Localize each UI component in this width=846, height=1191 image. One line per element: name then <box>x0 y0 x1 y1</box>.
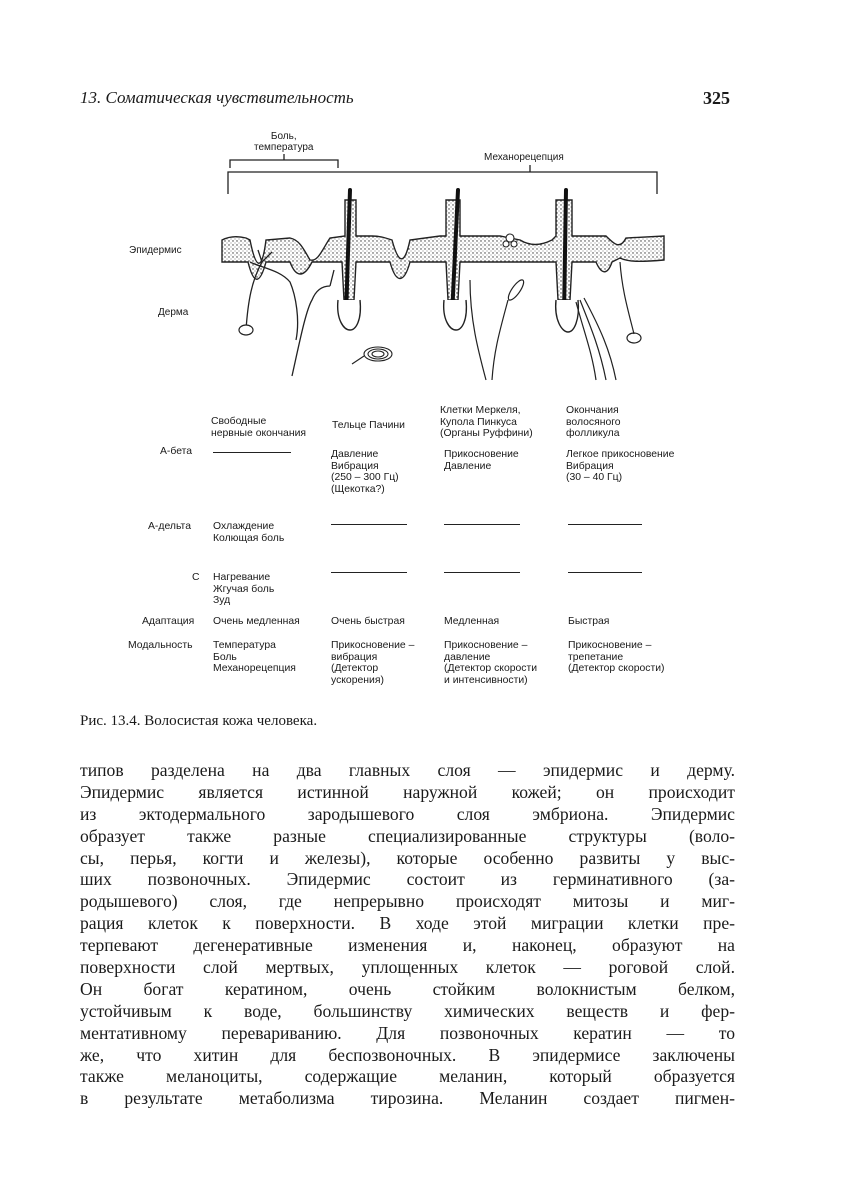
row-label-modality: Модальность <box>128 640 193 651</box>
a-beta-col3: Прикосновение Давление <box>444 449 519 472</box>
skin-diagram <box>0 0 846 400</box>
a-beta-col4: Легкое прикосновение Вибрация (30 – 40 Гц) <box>566 449 675 483</box>
adaptation-col3: Медленная <box>444 616 500 627</box>
row-label-adaptation: Адаптация <box>142 616 195 627</box>
row-label-a-delta: А-дельта <box>148 521 191 532</box>
label-dermis: Дерма <box>158 307 189 318</box>
modality-col4: Прикосновение – трепетание (Детектор скорости) <box>568 640 665 674</box>
body-line: родышевого) слоя, где непрерывно происходят митозы и миг- <box>80 891 735 912</box>
label-epidermis: Эпидермис <box>129 245 182 256</box>
body-line: Эпидермис является истинной наружной кожей; он происходит <box>80 781 735 802</box>
bracket-mechanoreception <box>228 165 657 194</box>
adaptation-col2: Очень быстрая <box>331 616 405 627</box>
body-paragraph <box>80 760 735 1110</box>
body-line: поверхности слой мертвых, уплощенных клеток — роговой слой. <box>80 957 735 978</box>
adaptation-col1: Очень медленная <box>213 616 300 627</box>
modality-col2: Прикосновение – вибрация (Детектор ускорения) <box>331 640 415 686</box>
running-header: 13. Соматическая чувствительность <box>80 88 354 107</box>
epidermis-layer <box>222 200 664 300</box>
body-line: типов разделена на два главных слоя — эпидермис и дерму. <box>80 760 735 780</box>
dash-c-col4 <box>568 572 642 573</box>
body-line: сы, перья, когти и железы), которые особенно развиты у выс- <box>80 847 735 868</box>
modality-col3: Прикосновение – давление (Детектор скорости и интенсивности) <box>444 640 538 686</box>
dash-a-delta-col3 <box>444 524 520 525</box>
body-line: же, что хитин для беспозвоночных. В эпидермисе заключены <box>80 1044 735 1065</box>
body-line: Он богат кератином, очень стойким волокнистым белком, <box>80 978 735 999</box>
dash-a-beta-col1 <box>213 452 291 453</box>
row-label-c: С <box>192 572 200 583</box>
free-nerve-endings <box>246 250 334 376</box>
page-number: 325 <box>703 88 730 108</box>
column-header-pacini: Тельце Пачини <box>332 420 405 431</box>
dash-a-delta-col4 <box>568 524 642 525</box>
column-header-merkel: Клетки Меркеля, Купола Пинкуса (Органы Руффини) <box>440 405 533 439</box>
body-line: в результате метаболизма тирозина. Меланин создает пигмен- <box>80 1088 735 1109</box>
bracket-pain-label: Боль, температура <box>254 131 314 153</box>
body-line: из эктодермального зародышевого слоя эмбриона. Эпидермис <box>80 803 735 824</box>
ruffini-organ <box>470 278 526 380</box>
body-line: терпевают дегенеративные изменения и, наконец, образуют на <box>80 935 735 956</box>
a-beta-col2: Давление Вибрация (250 – 300 Гц) (Щекотка?) <box>331 449 399 495</box>
dash-a-delta-col2 <box>331 524 407 525</box>
a-delta-col1: Охлаждение Колющая боль <box>213 521 285 544</box>
c-col1: Нагревание Жгучая боль Зуд <box>213 572 275 606</box>
dash-c-col2 <box>331 572 407 573</box>
body-line: также меланоциты, содержащие меланин, который образуется <box>80 1066 735 1087</box>
follicle-nerves <box>576 262 634 380</box>
adaptation-col4: Быстрая <box>568 616 610 627</box>
row-label-a-beta: А-бета <box>160 446 193 457</box>
modality-col1: Температура Боль Механорецепция <box>213 640 296 674</box>
hair-bulbs <box>338 300 579 332</box>
bracket-pain <box>230 154 338 168</box>
body-line: образует также разные специализированные структуры (воло- <box>80 825 735 846</box>
bracket-mech-label: Механорецепция <box>484 152 564 163</box>
dash-c-col3 <box>444 572 520 573</box>
column-header-follicle: Окончания волосяного фолликула <box>566 405 621 439</box>
pacinian-corpuscle <box>352 347 392 364</box>
body-line: рация клеток к поверхности. В ходе этой миграции клетки пре- <box>80 913 735 934</box>
body-line: ментативному перевариванию. Для позвоночных кератин — то <box>80 1022 735 1043</box>
body-line: устойчивым к воде, большинству химических веществ и фер- <box>80 1000 735 1021</box>
column-header-free-endings: Свободные нервные окончания <box>211 416 307 439</box>
figure-caption: Рис. 13.4. Волосистая кожа человека. <box>80 713 318 729</box>
body-line: ших позвоночных. Эпидермис состоит из герминативного (за- <box>80 869 735 890</box>
